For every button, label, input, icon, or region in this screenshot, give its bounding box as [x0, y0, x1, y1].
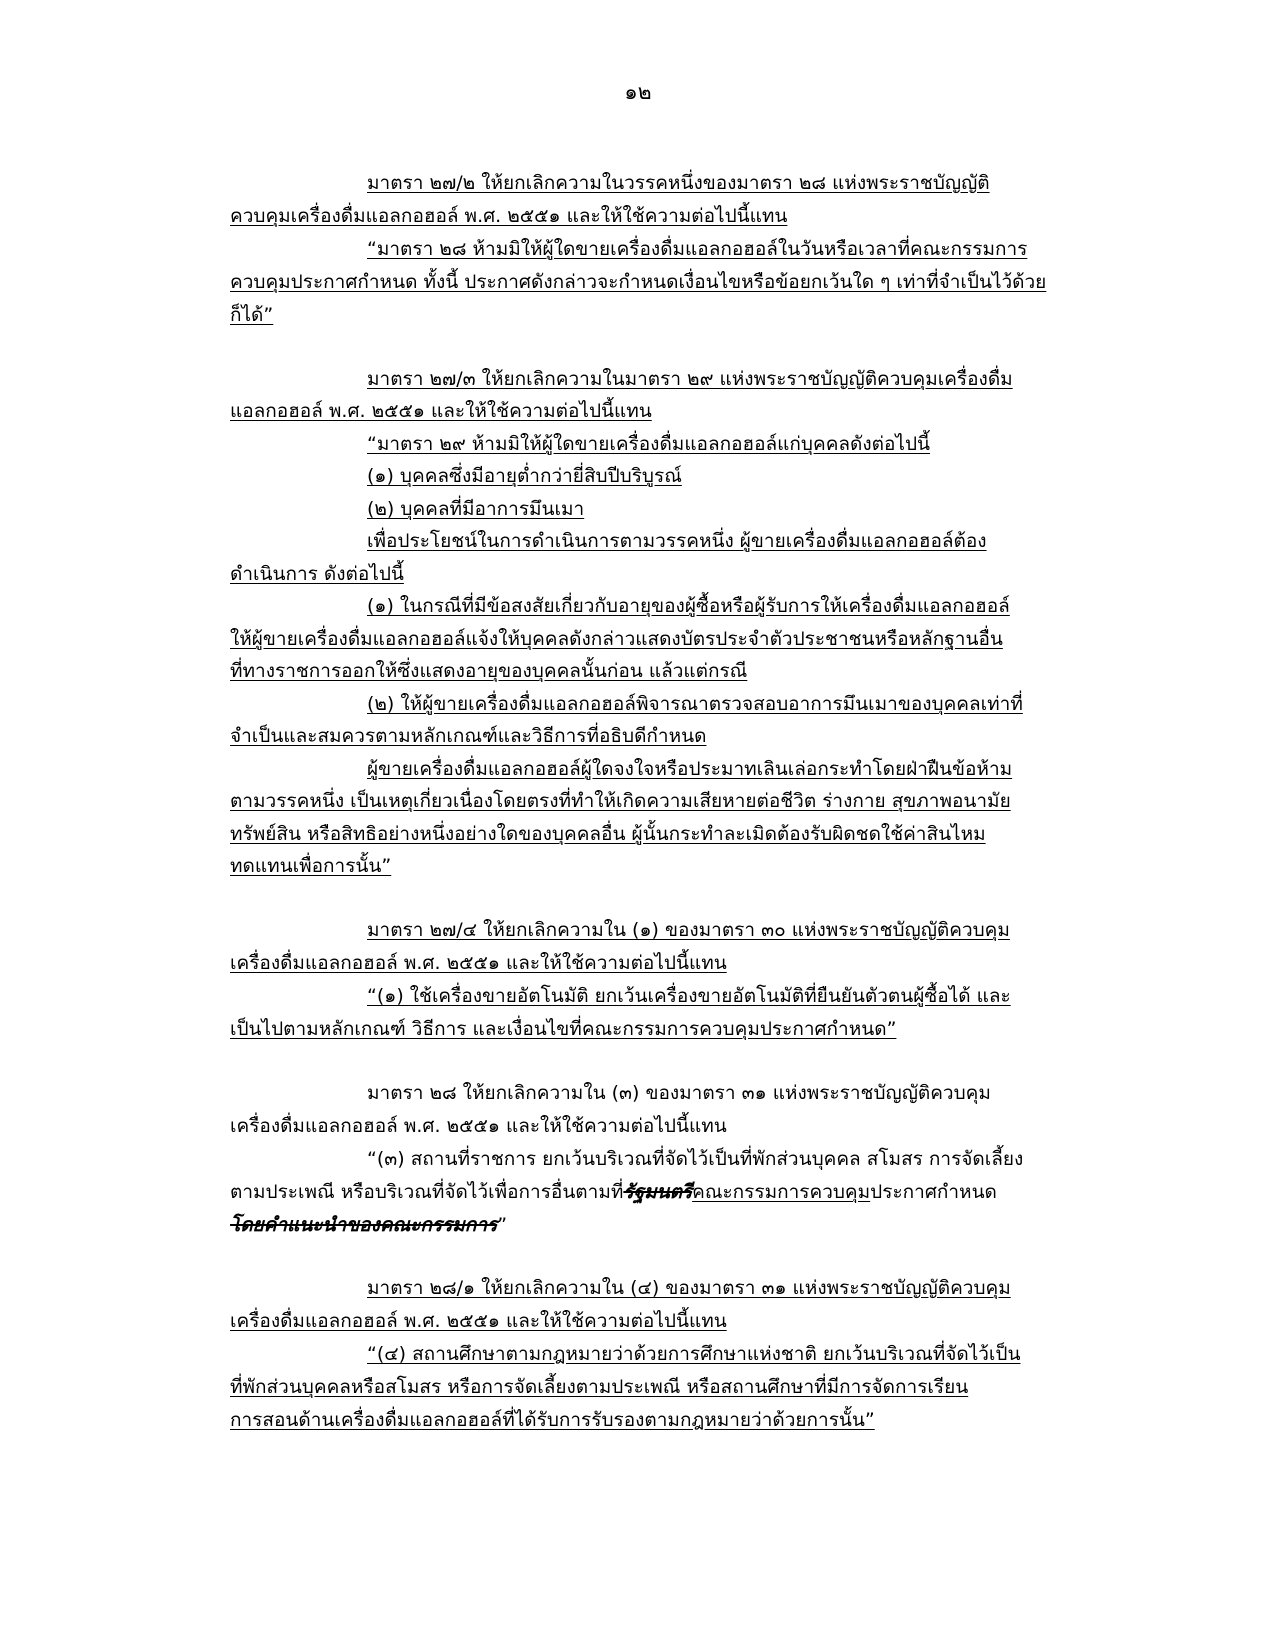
s4-line-4-end: ประกาศกำหนด — [870, 1181, 997, 1203]
s2-line-2: แอลกอฮอล์ พ.ศ. ๒๕๕๑ และให้ใช้ความต่อไปนี้แทน — [230, 400, 652, 422]
s5-line-3: “(๔) สถานศึกษาตามกฎหมายว่าด้วยการศึกษาแห่งชาติ ยกเว้นบริเวณที่จัดไว้เป็น — [367, 1343, 1021, 1365]
s4-line-2: เครื่องดื่มแอลกอฮอล์ พ.ศ. ๒๕๕๑ และให้ใช้ความต่อไปนี้แทน — [230, 1115, 727, 1137]
s2-line-14: ตามวรรคหนึ่ง เป็นเหตุเกี่ยวเนื่องโดยตรงที่ทำให้เกิดความเสียหายต่อชีวิต ร่างกาย สุขภาพอนามัย — [230, 790, 1011, 812]
s4-line-1: มาตรา ๒๘ ให้ยกเลิกความใน (๓) ของมาตรา ๓๑ แห่งพระราชบัญญัติควบคุม — [367, 1082, 991, 1104]
s2-line-13: ผู้ขายเครื่องดื่มแอลกอฮอล์ผู้ใดจงใจหรือประมาทเลินเล่อกระทำโดยฝ่าฝืนข้อห้าม — [367, 758, 1013, 780]
s1-line-5: ก็ได้” — [230, 304, 274, 326]
s2-line-8: (๑) ในกรณีที่มีข้อสงสัยเกี่ยวกับอายุของผู้ซื้อหรือผู้รับการให้เครื่องดื่มแอลกอฮอล์ — [367, 595, 1010, 617]
s2-line-16: ทดแทนเพื่อการนั้น” — [230, 855, 392, 877]
deleted-text-recommendation: โดยคำแนะนำของคณะกรรมการ — [230, 1214, 498, 1236]
s2-line-15: ทรัพย์สิน หรือสิทธิอย่างหนึ่งอย่างใดของบุคคลอื่น ผู้นั้นกระทำละเมิดต้องรับผิดชดใช้ค่าสินไหม — [230, 823, 986, 845]
s4-line-3: “(๓) สถานที่ราชการ ยกเว้นบริเวณที่จัดไว้เป็นที่พักส่วนบุคคล สโมสร การจัดเลี้ยง — [367, 1148, 1024, 1170]
s2-line-1: มาตรา ๒๗/๓ ให้ยกเลิกความในมาตรา ๒๙ แห่งพระราชบัญญัติควบคุมเครื่องดื่ม — [367, 368, 1013, 390]
s5-line-5: การสอนด้านเครื่องดื่มแอลกอฮอล์ที่ได้รับการรับรองตามกฎหมายว่าด้วยการนั้น” — [230, 1409, 875, 1431]
s5-line-2: เครื่องดื่มแอลกอฮอล์ พ.ศ. ๒๕๕๑ และให้ใช้ความต่อไปนี้แทน — [230, 1310, 727, 1332]
s3-line-2: เครื่องดื่มแอลกอฮอล์ พ.ศ. ๒๕๕๑ และให้ใช้ความต่อไปนี้แทน — [230, 952, 727, 974]
s1-line-4: ควบคุมประกาศกำหนด ทั้งนี้ ประกาศดังกล่าวจะกำหนดเงื่อนไขหรือข้อยกเว้นใด ๆ เท่าที่จำเป็นไว้ด้วย — [230, 271, 1047, 293]
s5-line-1: มาตรา ๒๘/๑ ให้ยกเลิกความใน (๔) ของมาตรา ๓๑ แห่งพระราชบัญญัติควบคุม — [367, 1277, 1011, 1299]
s3-line-4: เป็นไปตามหลักเกณฑ์ วิธีการ และเงื่อนไขที่คณะกรรมการควบคุมประกาศกำหนด” — [230, 1018, 897, 1040]
s2-line-4: (๑) บุคคลซึ่งมีอายุต่ำกว่ายี่สิบปีบริบูรณ์ — [367, 465, 682, 487]
page-number: ๑๒ — [624, 80, 652, 104]
s2-line-7: ดำเนินการ ดังต่อไปนี้ — [230, 563, 404, 585]
s2-line-12: จำเป็นและสมควรตามหลักเกณฑ์และวิธีการที่อธิบดีกำหนด — [230, 725, 707, 747]
s5-line-4: ที่พักส่วนบุคคลหรือสโมสร หรือการจัดเลี้ยงตามประเพณี หรือสถานศึกษาที่มีการจัดการเรียน — [230, 1376, 969, 1398]
s2-line-6: เพื่อประโยชน์ในการดำเนินการตามวรรคหนึ่ง ผู้ขายเครื่องดื่มแอลกอฮอล์ต้อง — [367, 530, 987, 552]
closing-quote: ” — [497, 1214, 508, 1236]
s3-line-1: มาตรา ๒๗/๔ ให้ยกเลิกความใน (๑) ของมาตรา ๓๐ แห่งพระราชบัญญัติควบคุม — [367, 919, 1010, 941]
s1-line-3: “มาตรา ๒๘ ห้ามมิให้ผู้ใดขายเครื่องดื่มแอลกอฮอล์ในวันหรือเวลาที่คณะกรรมการ — [367, 238, 1028, 260]
deleted-text-minister: รัฐมนตรี — [623, 1181, 693, 1203]
s4-line-4 — [230, 1179, 997, 1205]
s1-line-2: ควบคุมเครื่องดื่มแอลกอฮอล์ พ.ศ. ๒๕๕๑ และให้ใช้ความต่อไปนี้แทน — [230, 205, 788, 227]
inserted-text-committee: คณะกรรมการควบคุม — [692, 1181, 871, 1203]
s2-line-10: ที่ทางราชการออกให้ซึ่งแสดงอายุของบุคคลนั้นก่อน แล้วแต่กรณี — [230, 660, 748, 682]
s4-line-5 — [230, 1212, 507, 1238]
s4-line-4-text: ตามประเพณี หรือบริเวณที่จัดไว้เพื่อการอื่นตามที่ — [230, 1181, 624, 1203]
s3-line-3: “(๑) ใช้เครื่องขายอัตโนมัติ ยกเว้นเครื่องขายอัตโนมัติที่ยืนยันตัวตนผู้ซื้อได้ และ — [367, 985, 1011, 1007]
s2-line-11: (๒) ให้ผู้ขายเครื่องดื่มแอลกอฮอล์พิจารณาตรวจสอบอาการมึนเมาของบุคคลเท่าที่ — [367, 693, 1023, 715]
s1-line-1: มาตรา ๒๗/๒ ให้ยกเลิกความในวรรคหนึ่งของมาตรา ๒๘ แห่งพระราชบัญญัติ — [367, 172, 990, 194]
s2-line-3: “มาตรา ๒๙ ห้ามมิให้ผู้ใดขายเครื่องดื่มแอลกอฮอล์แก่บุคคลดังต่อไปนี้ — [367, 433, 931, 455]
s2-line-9: ให้ผู้ขายเครื่องดื่มแอลกอฮอล์แจ้งให้บุคคลดังกล่าวแสดงบัตรประจำตัวประชาชนหรือหลักฐานอื่น — [230, 628, 1003, 650]
s2-line-5: (๒) บุคคลที่มีอาการมึนเมา — [367, 498, 585, 520]
